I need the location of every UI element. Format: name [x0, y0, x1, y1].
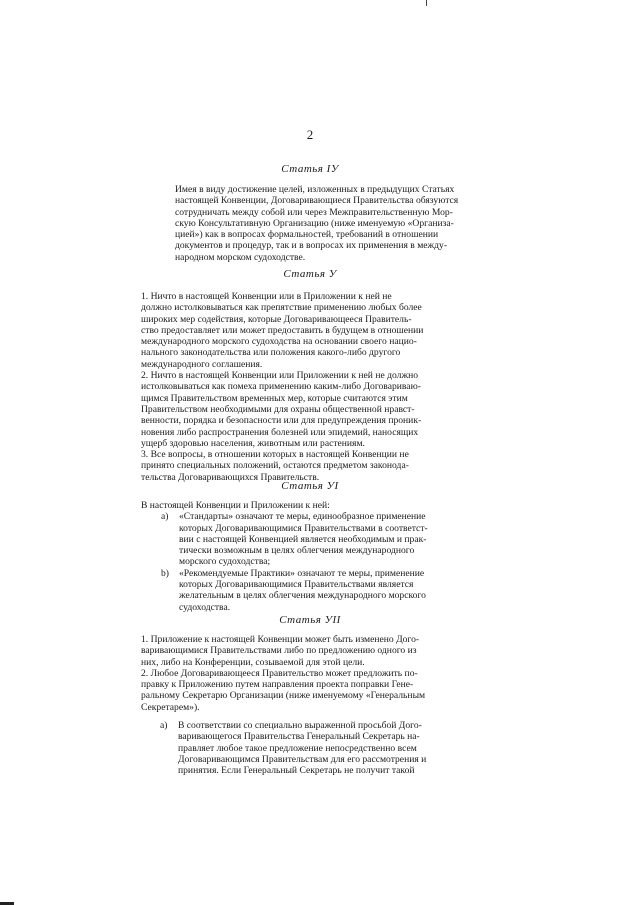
text-line: морского судоходства; — [179, 556, 271, 568]
text-line: щимся Правительством временных мер, которые считаются этим — [141, 392, 408, 404]
text-line: международного соглашения. — [141, 358, 263, 370]
article-7-title: Статья УII — [279, 614, 341, 626]
list-item-a — [160, 720, 498, 776]
text-line: Секретарем»). — [141, 701, 200, 713]
text-line: новения либо распространения болезней или эпидемий, наносящих — [141, 426, 419, 438]
article-7-body — [141, 634, 498, 777]
text-line: вии с настоящей Конвенцией является необходимым и прак- — [179, 533, 427, 545]
text-line: 2. Любое Договаривающееся Правительство может предложить по- — [141, 667, 418, 679]
text-line: 1. Приложение к настоящей Конвенции может быть изменено Дого- — [141, 634, 420, 645]
text-line: ральному Секретарю Организации (ниже именуемому «Генеральным — [141, 690, 426, 702]
text-line: истолковываться как помеха применению каким-либо Договариваю- — [141, 381, 421, 393]
text-line: ущерб здоровью населения, животным или растениям. — [141, 437, 365, 449]
page-number: 2 — [306, 127, 314, 142]
article-6-title: Статья УI — [281, 480, 339, 492]
article-5-body — [141, 291, 497, 483]
text-line: варивающимися Правительствами либо по предложению одного из — [141, 645, 417, 657]
text-line: тельства Договаривающихся Правительств. — [141, 471, 320, 483]
text-line: венности, порядка и безопасности или для предупреждения проник- — [141, 415, 422, 427]
text-line: «Рекомендуемые Практики» означают те меры, применение — [179, 567, 425, 579]
text-line: Договаривающимся Правительствам для его рассмотрения и — [178, 753, 427, 765]
list-marker: a) — [160, 720, 168, 732]
text-line: «Стандарты» означают те меры, единообразное применение — [179, 511, 426, 523]
article-4-title: Статья IУ — [281, 163, 339, 175]
text-line: желательным в целях облегчения международного морского — [179, 590, 426, 602]
text-line: должно истолковываться как препятствие применению любых более — [141, 302, 422, 314]
text-line: принятия. Если Генеральный Секретарь не получит такой — [178, 765, 415, 777]
text-line: нального законодательства или положения какого-либо другого — [141, 347, 401, 359]
text-line: тически возможным в целях облегчения международного — [179, 545, 415, 557]
text-line: них, либо на Конференции, созываемой для этой цели. — [141, 656, 365, 668]
text-line: судоходства. — [179, 601, 231, 613]
text-line: правляет любое такое предложение непосредственно всем — [178, 742, 417, 754]
text-line: международного морского судоходства на основании своего нацио- — [141, 336, 417, 348]
text-line: которых Договаривающимися Правительствами в соответст- — [179, 522, 428, 534]
text-line: В соответствии со специально выраженной просьбой Дого- — [178, 720, 422, 732]
list-marker: b) — [161, 567, 169, 579]
text-line: сотрудничать между собой или через Межправительственную Мор- — [175, 206, 453, 218]
text-line: документов и процедур, так и в вопросах их применения в между- — [175, 240, 448, 252]
list-marker: a) — [161, 511, 169, 523]
text-line: Правительством необходимыми для охраны общественной нравст- — [141, 403, 415, 415]
text-line: широких мер содействия, которые Договаривающееся Правитель- — [141, 313, 412, 325]
list-item-a — [161, 511, 499, 567]
article-6-intro: В настоящей Конвенции и Приложении к ней: — [141, 500, 330, 511]
article-5-title: Статья У — [283, 268, 337, 280]
text-line: цией») как в вопросах формальностей, требований в отношении — [175, 229, 439, 241]
scan-mark — [426, 0, 427, 6]
article-6-body — [141, 500, 499, 613]
text-line: 3. Все вопросы, в отношении которых в настоящей Конвенции не — [141, 449, 409, 461]
text-line: 1. Ничто в настоящей Конвенции или в Приложении к ней не — [141, 291, 392, 302]
text-line: настоящей Конвенции, Договаривающиеся Правительства обязуются — [175, 195, 459, 207]
text-line: народном морском судоходстве. — [175, 251, 306, 263]
text-line: правку к Приложению путем направления проекта поправки Гене- — [141, 679, 414, 691]
text-line: Имея в виду достижение целей, изложенных в предыдущих Статьях — [175, 184, 455, 195]
text-line: ство предоставляет или может предоставить в будущем в отношении — [141, 324, 424, 336]
text-line: варивающегося Правительства Генеральный Секретарь на- — [178, 731, 420, 743]
list-item-b — [161, 568, 499, 613]
text-line: 2. Ничто в настоящей Конвенции или Приложении к ней не должно — [141, 370, 419, 382]
text-line: принято специальных положений, остаются предметом законода- — [141, 460, 409, 472]
text-line: скую Консультативную Организацию (ниже именуемую «Организа- — [175, 217, 454, 229]
text-line: которых Договаривающимися Правительствами является — [179, 579, 414, 591]
article-4-body — [175, 184, 497, 263]
